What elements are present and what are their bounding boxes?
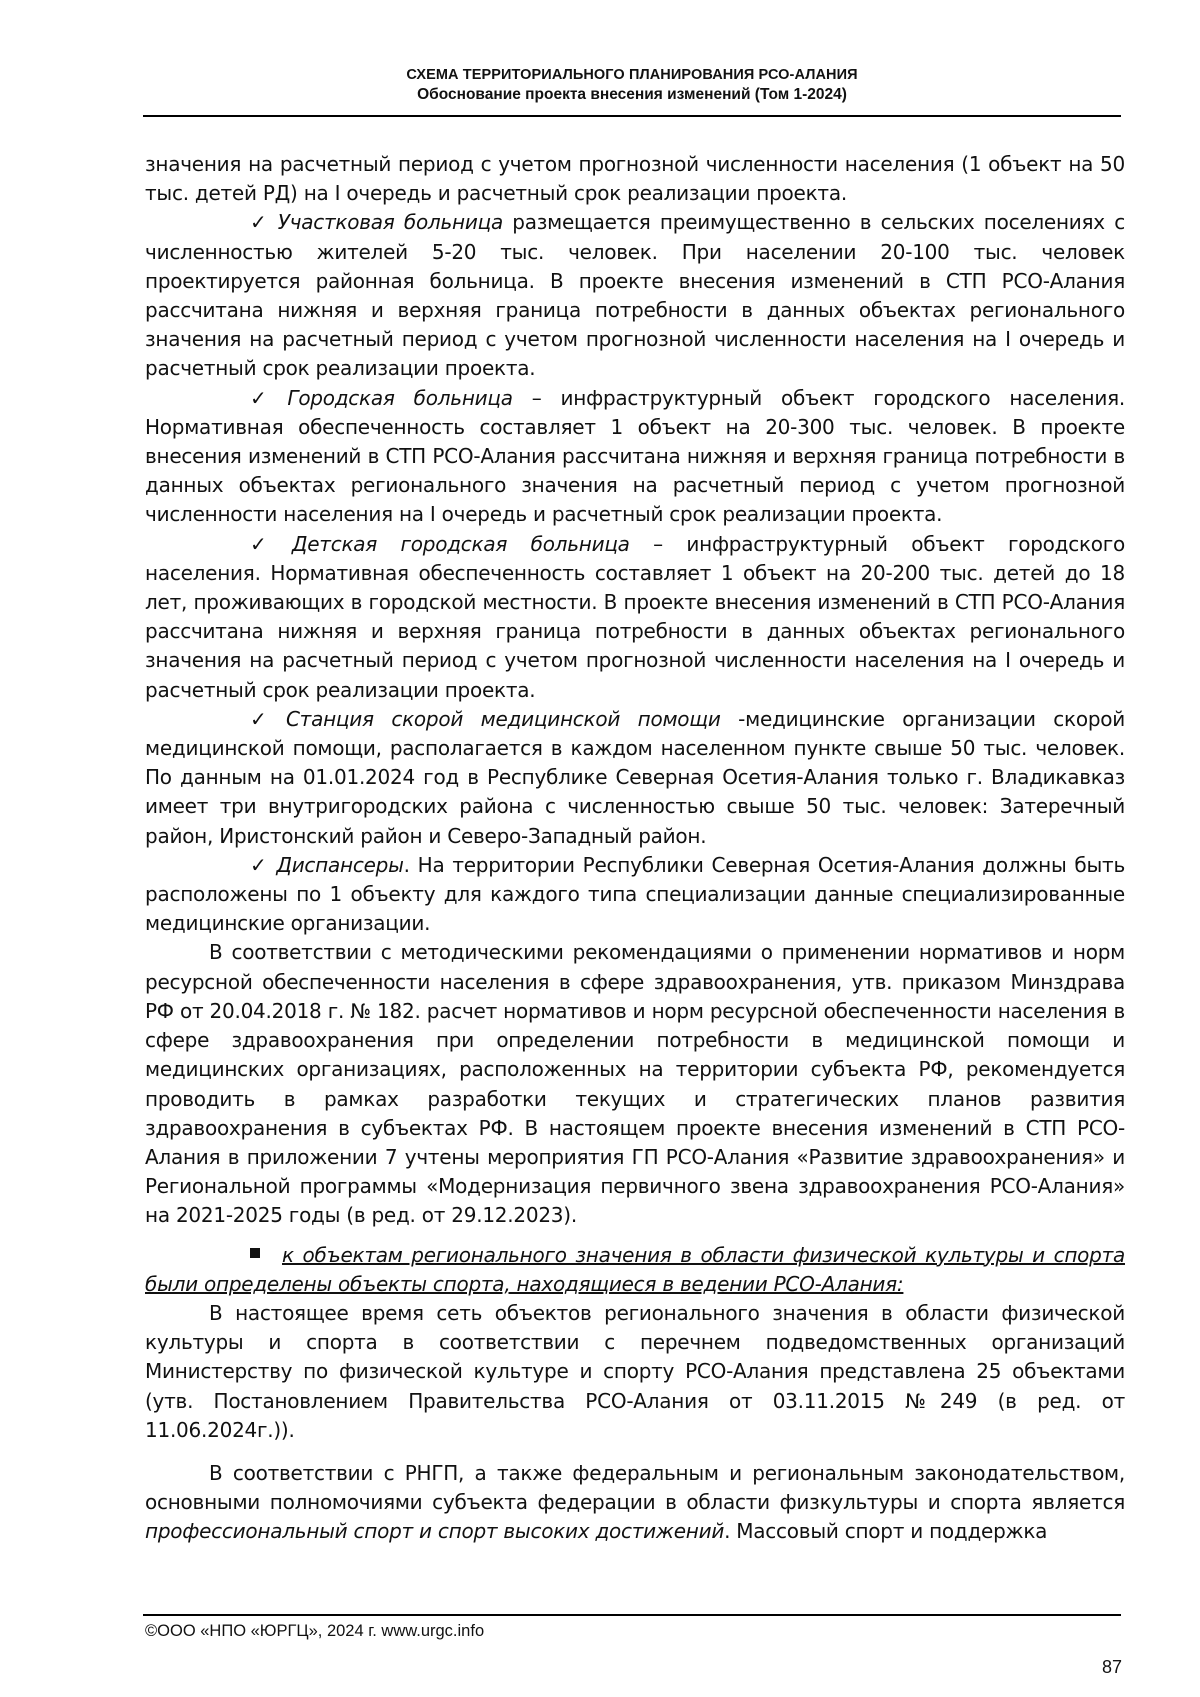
checklist-item-city-hospital [145, 384, 1125, 530]
paragraph-text: значения на расчетный период с учетом прогнозной численности населения (1 объект на 50 тыс. детей РД) на I очередь и расчетный срок реализации проекта. [145, 152, 1125, 206]
term-city-hospital: Городская больница [287, 385, 513, 410]
spacer [145, 1445, 1125, 1459]
paragraph-text: . На территории Республики Северная Осетия-Алания должны быть расположены по 1 объекту для каждого типа специализации данные специализированные медицинские организации. [145, 852, 1125, 936]
bullet-item-sports-objects [145, 1241, 1125, 1299]
term-children-hospital: Детская городская больница [291, 531, 630, 556]
term-ambulance-station: Станция скорой медицинской помощи [285, 706, 721, 731]
term-dispensaries: Диспансеры [276, 852, 404, 877]
header-subtitle: Обоснование проекта внесения изменений (Том 1-2024) [417, 86, 847, 103]
checklist-item-district-hospital [145, 208, 1125, 383]
paragraph-text: – инфраструктурный объект городского населения. Нормативная обеспеченность составляет 1 объект на 20-300 тыс. человек. В проекте внесения изменений в СТП РСО-Алания рассчитана нижняя и верхняя граница потребности в данных объектах регионального значения на расчетный период с учетом прогнозной численности населения на I очередь и расчетный срок реализации проекта. [145, 385, 1125, 527]
checkmark-icon: ✓ [250, 531, 284, 556]
square-bullet-icon [250, 1248, 260, 1258]
header-title: СХЕМА ТЕРРИТОРИАЛЬНОГО ПЛАНИРОВАНИЯ РСО-АЛАНИЯ [406, 67, 858, 83]
spacer [145, 1231, 1125, 1241]
paragraph-methodology: В соответствии с методическими рекомендациями о применении нормативов и норм ресурсной обеспеченности населения в сфере здравоохранения, утв. приказом Минздрава РФ от 20.04.2018 г. № 182. расчет нормативов и норм ресурсной обеспеченности населения в сфере здравоохранения при определении потребности в медицинской помощи и медицинских организациях, расположенных на территории субъекта РФ, рекомендуется проводить в рамках разработки текущих и стратегических планов развития здравоохранения в субъектах РФ. В настоящем проекте внесения изменений в СТП РСО-Алания в приложении 7 учтены мероприятия ГП РСО-Алания «Развитие здравоохранения» и Региональной программы «Модернизация первичного звена здравоохранения РСО-Алания» на 2021-2025 годы (в ред. от 29.12.2023). [145, 940, 1125, 1228]
checkmark-icon: ✓ [250, 385, 280, 410]
paragraph-text: . Массовый спорт и поддержка [724, 1519, 1048, 1544]
term-pro-sport: профессиональный спорт и спорт высоких достижений [145, 1519, 725, 1544]
paragraph-text: -медицинские организации скорой медицинской помощи, располагается в каждом населенном пункте свыше 50 тыс. человек. По данным на 01.01.2024 год в Республике Северная Осетия-Алания только г. Владикавказ имеет три внутригородских района с численностью свыше 50 тыс. человек: Затеречный район, Иристонский район и Северо-Западный район. [145, 706, 1126, 848]
paragraph-rngp [145, 1459, 1125, 1547]
document-body [145, 150, 1125, 1547]
header-divider [143, 115, 1121, 117]
checkmark-icon: ✓ [250, 210, 270, 235]
checkmark-icon: ✓ [250, 852, 269, 877]
checklist-item-dispensaries [145, 851, 1125, 939]
page-header [143, 66, 1121, 105]
term-district-hospital: Участковая больница [277, 210, 503, 235]
paragraph-text: В соответствии с РНГП, а также федеральным и региональным законодательством, основными полномочиями субъекта федерации в области физкультуры и спорта является [145, 1460, 1125, 1515]
checklist-item-ambulance-station [145, 705, 1125, 851]
checkmark-icon: ✓ [250, 706, 278, 731]
footer-copyright: ©ООО «НПО «ЮРГЦ», 2024 г. www.urgc.info [145, 1622, 485, 1640]
paragraph-text: – инфраструктурный объект городского населения. Нормативная обеспеченность составляет 1 объект на 20-200 тыс. детей до 18 лет, проживающих в городской местности. В проекте внесения изменений в СТП РСО-Алания рассчитана нижняя и верхняя граница потребности в данных объектах регионального значения на расчетный период с учетом прогнозной численности населения на I очередь и расчетный срок реализации проекта. [145, 531, 1126, 702]
bullet-text: к объектам регионального значения в области физической культуры и спорта были определены объекты спорта, находящиеся в ведении РСО-Алания: [145, 1242, 1125, 1296]
footer-divider [143, 1614, 1121, 1616]
page-number: 87 [1101, 1657, 1122, 1677]
paragraph-continuation [145, 150, 1125, 208]
paragraph-sports-network: В настоящее время сеть объектов регионального значения в области физической культуры и спорта в соответствии с перечнем подведомственных организаций Министерству по физической культуре и спорту РСО-Алания представлена 25 объектами (утв. Постановлением Правительства РСО-Алания от 03.11.2015 №249 (в ред. от 11.06.2024г.)). [145, 1300, 1125, 1442]
checklist-item-children-hospital [145, 530, 1125, 705]
paragraph-text: размещается преимущественно в сельских поселениях с численностью жителей 5-20 тыс. человек. При населении 20-100 тыс. человек проектируется районная больница. В проекте внесения изменений в СТП РСО-Алания рассчитана нижняя и верхняя граница потребности в данных объектах регионального значения на расчетный период с учетом прогнозной численности населения на I очередь и расчетный срок реализации проекта. [145, 210, 1125, 381]
